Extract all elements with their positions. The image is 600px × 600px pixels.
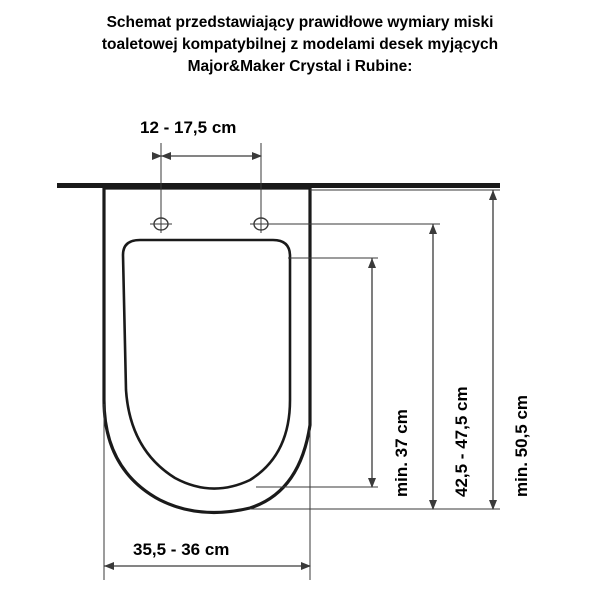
label-mid-depth: 42,5 - 47,5 cm — [452, 386, 471, 497]
label-inner-depth: min. 37 cm — [392, 409, 411, 497]
title-line-2: toaletowej kompatybilnej z modelami desek myjących — [101, 36, 499, 53]
bowl-inner-outline — [123, 240, 290, 489]
label-outer-depth: min. 50,5 cm — [512, 394, 531, 497]
title-line-1: Schemat przedstawiający prawidłowe wymiary miski — [106, 14, 494, 31]
title-line-3: Major&Maker Crystal i Rubine: — [187, 58, 413, 75]
dim-hole-spacing — [161, 143, 261, 222]
label-hole-spacing: 12 - 17,5 cm — [140, 118, 237, 137]
dim-inner-depth — [256, 258, 378, 487]
label-bowl-width: 35,5 - 36 cm — [133, 540, 230, 559]
bowl-outer-outline — [104, 188, 310, 513]
